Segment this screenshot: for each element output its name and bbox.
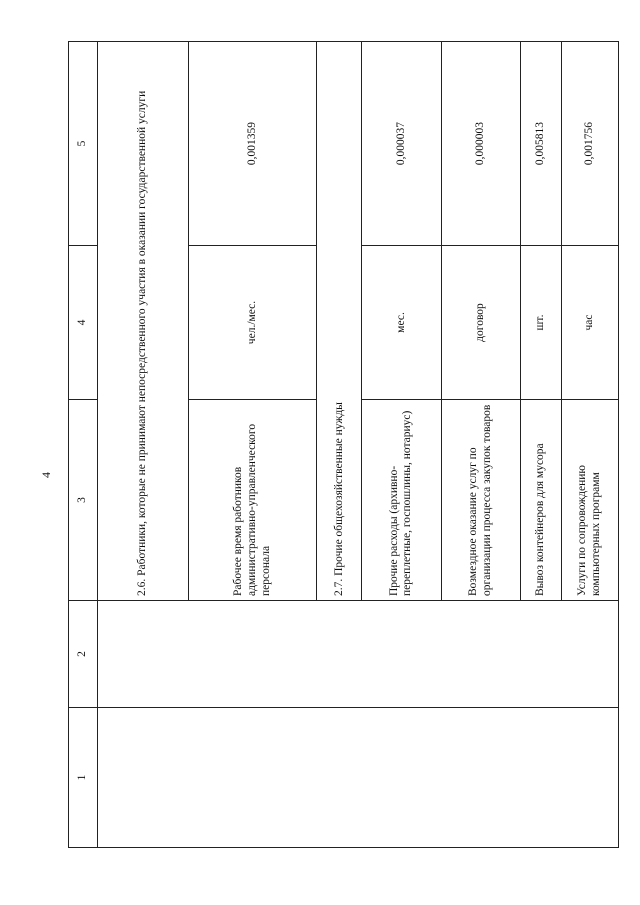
- row-value: 0,001756: [561, 42, 618, 246]
- header-col-4: 4: [69, 246, 98, 400]
- row-value: 0,000037: [362, 42, 442, 246]
- row-unit: чел./мес.: [189, 246, 317, 400]
- row-unit: шт.: [521, 246, 561, 400]
- header-col-5: 5: [69, 42, 98, 246]
- section-row: [98, 42, 189, 848]
- col-2-cell: [98, 601, 619, 708]
- page-number: 4: [39, 472, 53, 478]
- row-name: Услуги по сопровождению компьютерных программ: [561, 400, 618, 601]
- row-name: Возмездное оказание услуг по организации процесса закупок товаров: [441, 400, 521, 601]
- row-name: Рабочее время работников административно-управленческого персонала: [189, 400, 317, 601]
- norms-table: [68, 41, 619, 848]
- header-col-1: 1: [69, 708, 98, 848]
- header-col-3: 3: [69, 400, 98, 601]
- col-1-cell: [98, 708, 619, 848]
- header-row: [69, 42, 98, 848]
- row-name: Прочие расходы (архивно-переплетные, госпошлины, нотариус): [362, 400, 442, 601]
- row-value: 0,000003: [441, 42, 521, 246]
- header-col-2: 2: [69, 601, 98, 708]
- row-unit: час: [561, 246, 618, 400]
- row-unit: договор: [441, 246, 521, 400]
- row-value: 0,005813: [521, 42, 561, 246]
- section-title: 2.7. Прочие общехозяйственные нужды: [317, 42, 362, 601]
- row-name: Вывоз контейнеров для мусора: [521, 400, 561, 601]
- section-title: 2.6. Работники, которые не принимают непосредственного участия в оказании государственной услуги: [98, 42, 189, 601]
- rotated-table-wrapper: [68, 42, 619, 848]
- row-value: 0,001359: [189, 42, 317, 246]
- row-unit: мес.: [362, 246, 442, 400]
